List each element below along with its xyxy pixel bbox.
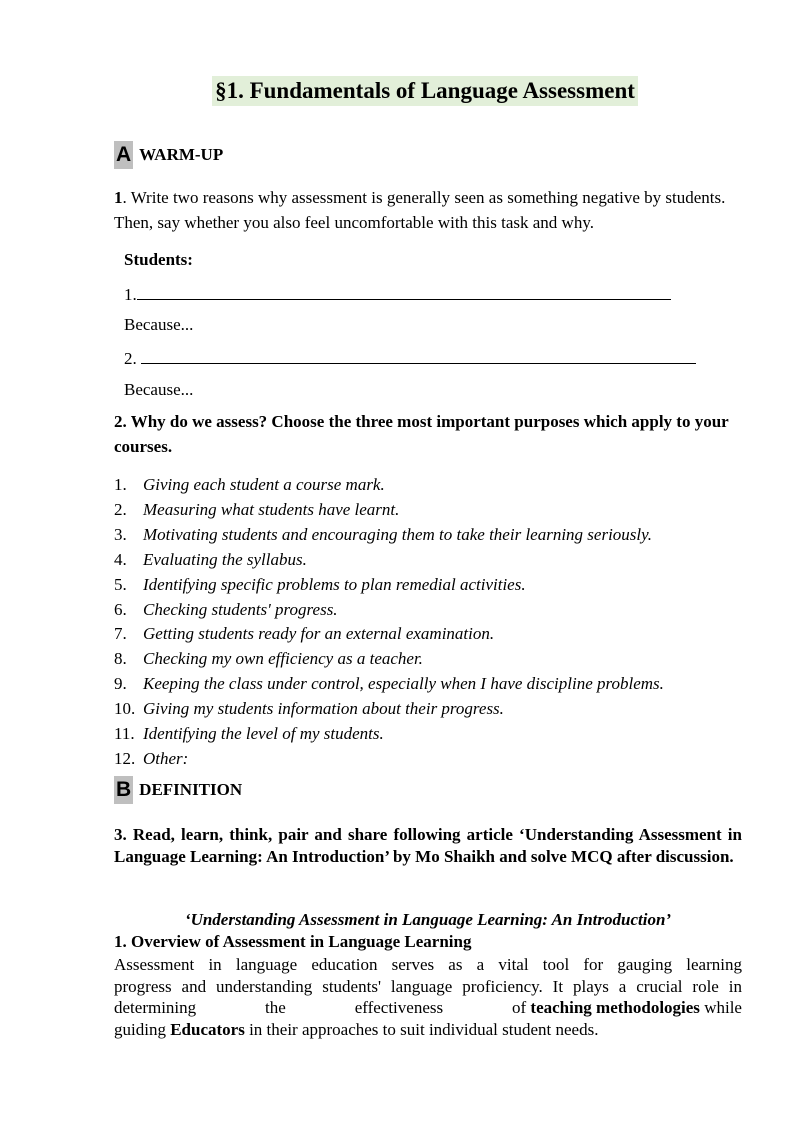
- purpose-item: [114, 647, 664, 672]
- answer-1-prefix: 1.: [124, 285, 137, 304]
- purpose-item: [114, 697, 664, 722]
- section-a-title: WARM-UP: [139, 145, 224, 164]
- purpose-number: 10.: [114, 699, 136, 719]
- purpose-item: [114, 573, 664, 598]
- question-2: 2. Why do we assess? Choose the three most important purposes which apply to your courses.: [114, 412, 729, 456]
- title-wrap: [0, 76, 800, 106]
- answer-line-1: [124, 283, 671, 305]
- purpose-number: 9.: [114, 674, 127, 694]
- article-word-guiding: guiding: [114, 1019, 166, 1039]
- section-a-letter: A: [114, 141, 133, 169]
- because-2: Because...: [124, 380, 194, 399]
- article-word-3: effectiveness: [354, 998, 444, 1017]
- because-1: Because...: [124, 315, 194, 334]
- article-word-while: while: [704, 998, 742, 1017]
- purpose-item: [114, 672, 664, 697]
- purpose-number: 8.: [114, 649, 127, 669]
- purpose-text: Giving my students information about their progress.: [143, 699, 504, 719]
- purposes-list: [114, 473, 664, 772]
- purpose-item: [114, 498, 664, 523]
- purpose-number: 4.: [114, 549, 127, 569]
- article-bold-teaching: teaching methodologies: [530, 998, 700, 1017]
- article-bold-educators: Educators: [170, 1019, 245, 1039]
- purpose-item: [114, 722, 664, 747]
- question-1: [114, 186, 744, 235]
- question-1-text: . Write two reasons why assessment is generally seen as something negative by students. Then, say whether you also feel uncomfortable with this task and why.: [114, 188, 726, 232]
- purpose-number: 5.: [114, 574, 127, 594]
- section-b-heading: [114, 776, 242, 804]
- answer-line-2: [124, 347, 696, 369]
- purpose-text: Checking my own efficiency as a teacher.: [143, 649, 423, 669]
- purpose-number: 1.: [114, 475, 127, 494]
- purpose-item: [114, 523, 664, 548]
- section-b-title: DEFINITION: [139, 780, 243, 799]
- question-3: 3. Read, learn, think, pair and share following article ‘Understanding Assessment in Language Learning: An Introduction’ by Mo Shaikh and solve MCQ after discussion.: [114, 825, 742, 866]
- page-title: §1. Fundamentals of Language Assessment: [212, 76, 638, 106]
- article-line-4: [114, 1019, 742, 1041]
- answer-1-blank[interactable]: [137, 283, 671, 300]
- purpose-text: Measuring what students have learnt.: [143, 499, 400, 519]
- purpose-item: [114, 473, 664, 498]
- answer-2-blank[interactable]: [141, 347, 696, 364]
- purpose-number: 11.: [114, 724, 135, 744]
- purpose-item: [114, 747, 664, 772]
- purpose-number: 12.: [114, 748, 136, 768]
- purpose-text: Evaluating the syllabus.: [143, 549, 307, 569]
- article-body: [114, 954, 742, 1040]
- article-subheading: 1. Overview of Assessment in Language Learning: [114, 932, 472, 951]
- article-line-4-end: in their approaches to suit individual student needs.: [249, 1019, 599, 1039]
- purpose-text: Getting students ready for an external examination.: [143, 624, 495, 644]
- purpose-number: 7.: [114, 624, 127, 644]
- purpose-text: Checking students' progress.: [143, 599, 338, 619]
- article-line-3: [114, 997, 742, 1019]
- article-line-2: progress and understanding students' language proficiency. It plays a crucial role in: [114, 976, 742, 996]
- students-label: Students:: [124, 250, 193, 269]
- purpose-text: Other:: [143, 748, 189, 768]
- purpose-text: Keeping the class under control, especially when I have discipline problems.: [143, 674, 664, 694]
- purpose-text: Identifying specific problems to plan remedial activities.: [143, 574, 526, 594]
- purpose-number: 6.: [114, 599, 127, 619]
- purpose-number: 3.: [114, 524, 127, 544]
- purpose-text: Identifying the level of my students.: [143, 724, 384, 744]
- purpose-number: 2.: [114, 499, 127, 519]
- article-line-1: Assessment in language education serves as a vital tool for gauging learning: [114, 955, 742, 974]
- article-word-1: determining: [114, 998, 197, 1017]
- purpose-item: [114, 598, 664, 623]
- question-1-number: 1: [114, 188, 123, 207]
- answer-2-prefix: 2.: [124, 349, 141, 368]
- article-line-3-tail: [512, 997, 742, 1019]
- section-a-heading: [114, 141, 223, 169]
- purpose-text: Giving each student a course mark.: [143, 475, 385, 494]
- section-b-letter: B: [114, 776, 133, 804]
- purpose-item: [114, 622, 664, 647]
- purpose-item: [114, 548, 664, 573]
- article-word-2: the: [265, 998, 286, 1017]
- article-word-4: of: [511, 998, 527, 1017]
- purpose-text: Motivating students and encouraging them to take their learning seriously.: [143, 524, 652, 544]
- article-title: ‘Understanding Assessment in Language Learning: An Introduction’: [184, 910, 672, 929]
